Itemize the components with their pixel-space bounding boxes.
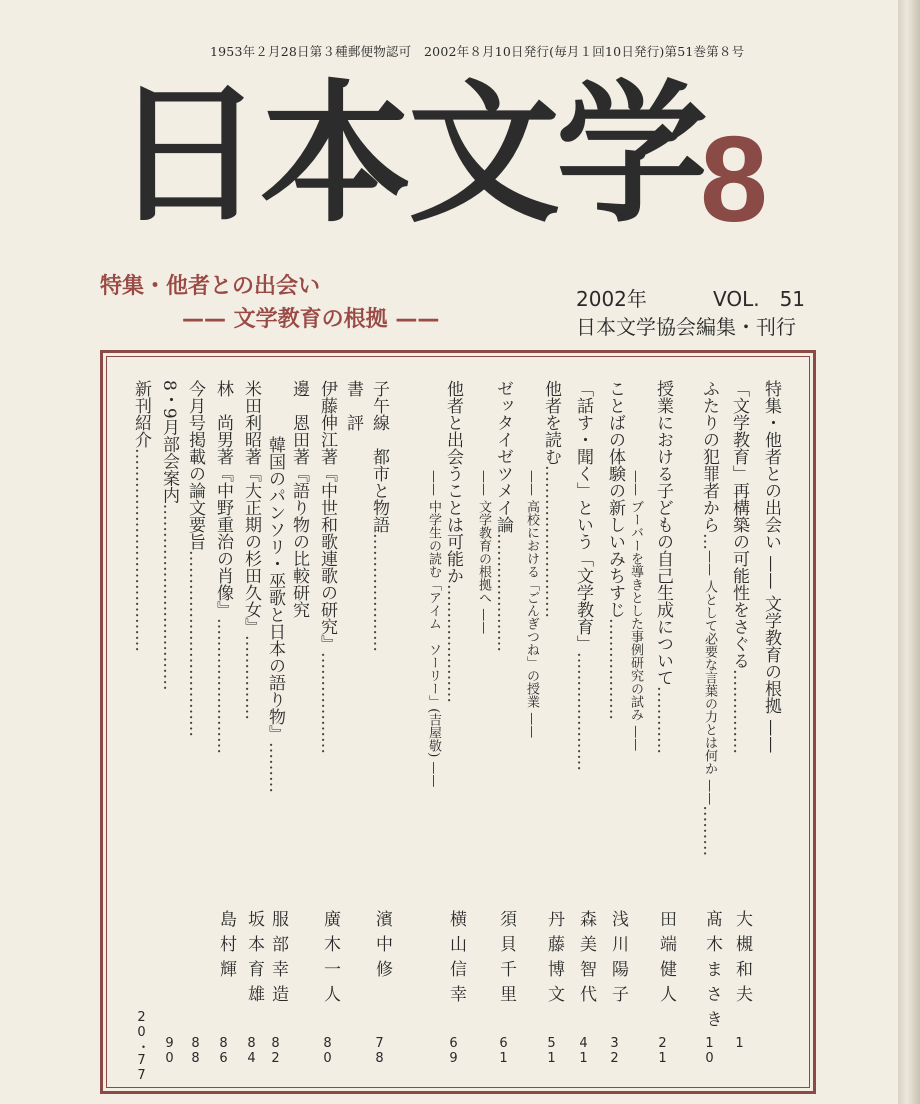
- toc-author: 田端健人: [656, 910, 676, 1010]
- toc-page-number: 1: [732, 1036, 747, 1051]
- publisher-line: 日本文学協会編集・刊行: [576, 315, 796, 339]
- toc-author: 濱中修: [372, 910, 392, 985]
- toc-author: 須貝千里: [496, 910, 516, 1010]
- toc-author: 廣木一人: [320, 910, 340, 1010]
- toc-page-number: 32: [607, 1036, 622, 1066]
- toc-page-number: 21: [655, 1036, 670, 1066]
- toc-entry[interactable]: ゼッタイゼツメイ論…………………: [493, 380, 513, 652]
- toc-author: 坂本育雄: [244, 910, 264, 1010]
- toc-page-number: 41: [576, 1036, 591, 1066]
- issue-year: 2002年: [576, 287, 647, 311]
- toc-entry-subtitle: —— 中学生の読む「アイム ソーリー」(吉屋敬) ——: [426, 470, 441, 788]
- volume-number: VOL. 51: [713, 287, 806, 311]
- toc-entry[interactable]: 他者と出会うことは可能か…………………: [443, 380, 463, 703]
- toc-page-number: 88: [188, 1036, 203, 1066]
- toc-entry[interactable]: ふたりの犯罪者から…—— 人として必要な言葉の力とは何か ——………: [699, 380, 719, 857]
- toc-entry-subtitle: —— 高校における「ごんぎつね」の授業 ——: [524, 470, 539, 739]
- toc-entry-subtitle: —— 文学教育の根拠へ ——: [476, 470, 491, 635]
- toc-author: 丹藤博文: [544, 910, 564, 1010]
- toc-page-number: 78: [372, 1036, 387, 1066]
- toc-entry[interactable]: 林 尚男著『中野重治の肖像』……………………: [213, 380, 233, 754]
- feature-subtitle: —— 文学教育の根拠 ——: [182, 307, 440, 332]
- toc-entry[interactable]: 8・9月部会案内……………………………: [159, 380, 179, 691]
- toc-section-heading: 書 評: [343, 380, 363, 431]
- toc-author: 髙木まさき: [702, 910, 722, 1035]
- toc-page-number: 84: [244, 1036, 259, 1066]
- masthead-title: 日本文学: [112, 64, 704, 243]
- spine-edge: [898, 0, 920, 1104]
- publication-info: 1953年２月28日第３種郵便物認可 2002年８月10日発行(毎月１回10日発行)第51巻第８号: [210, 44, 745, 59]
- toc-entry[interactable]: 今月号掲載の論文要旨……………………………: [185, 380, 205, 737]
- toc-author: 浅川陽子: [608, 910, 628, 1010]
- toc-author: 森美智代: [576, 910, 596, 1010]
- toc-entry[interactable]: ことばの体験の新しいみちすじ………………: [605, 380, 625, 720]
- toc-entry[interactable]: 「話す・聞く」という「文学教育」…………………: [573, 380, 593, 771]
- toc-page-number: 80: [320, 1036, 335, 1066]
- toc-author: 大槻和夫: [732, 910, 752, 1010]
- toc-entry[interactable]: 米田利昭著『大正期の杉田久女』……………: [241, 380, 261, 720]
- toc-page-number: 10: [702, 1036, 717, 1066]
- feature-title: 特集・他者との出会い: [100, 274, 321, 299]
- toc-page-number: 90: [162, 1036, 177, 1066]
- toc-page-number: 51: [544, 1036, 559, 1066]
- toc-entry[interactable]: 授業における子どもの自己生成について…………: [653, 380, 673, 754]
- toc-page-number: 69: [446, 1036, 461, 1066]
- toc-author: 服部幸造: [268, 910, 288, 1010]
- toc-entry[interactable]: 新刊紹介………………………………: [131, 380, 151, 652]
- toc-feature-heading: 特集・他者との出会い —— 文学教育の根拠 ——: [761, 380, 781, 754]
- toc-author: 島村輝: [216, 910, 236, 985]
- toc-page-number: 82: [268, 1036, 283, 1066]
- toc-entry[interactable]: 子午線 都市と物語…………………: [369, 380, 389, 652]
- issue-number: 8: [700, 111, 768, 247]
- toc-page-number: 86: [216, 1036, 231, 1066]
- toc-page-number: 61: [496, 1036, 511, 1066]
- toc-entry[interactable]: 邊 恩田著『語り物の比較研究: [289, 380, 309, 618]
- toc-entry-continuation: 韓国のパンソリ・巫歌と日本の語り物』………: [265, 436, 285, 793]
- toc-entry-subtitle: —— ブーバーを導きとした事例研究の試み ——: [628, 470, 643, 752]
- toc-entry[interactable]: 「文学教育」再構築の可能性をさぐる……………: [729, 380, 749, 754]
- toc-entry[interactable]: 他者を読む………………………: [541, 380, 561, 618]
- toc-author: 横山信幸: [446, 910, 466, 1010]
- toc-page-number: 20・77: [134, 1010, 149, 1083]
- toc-entry[interactable]: 伊藤伸江著『中世和歌連歌の研究』………………: [317, 380, 337, 754]
